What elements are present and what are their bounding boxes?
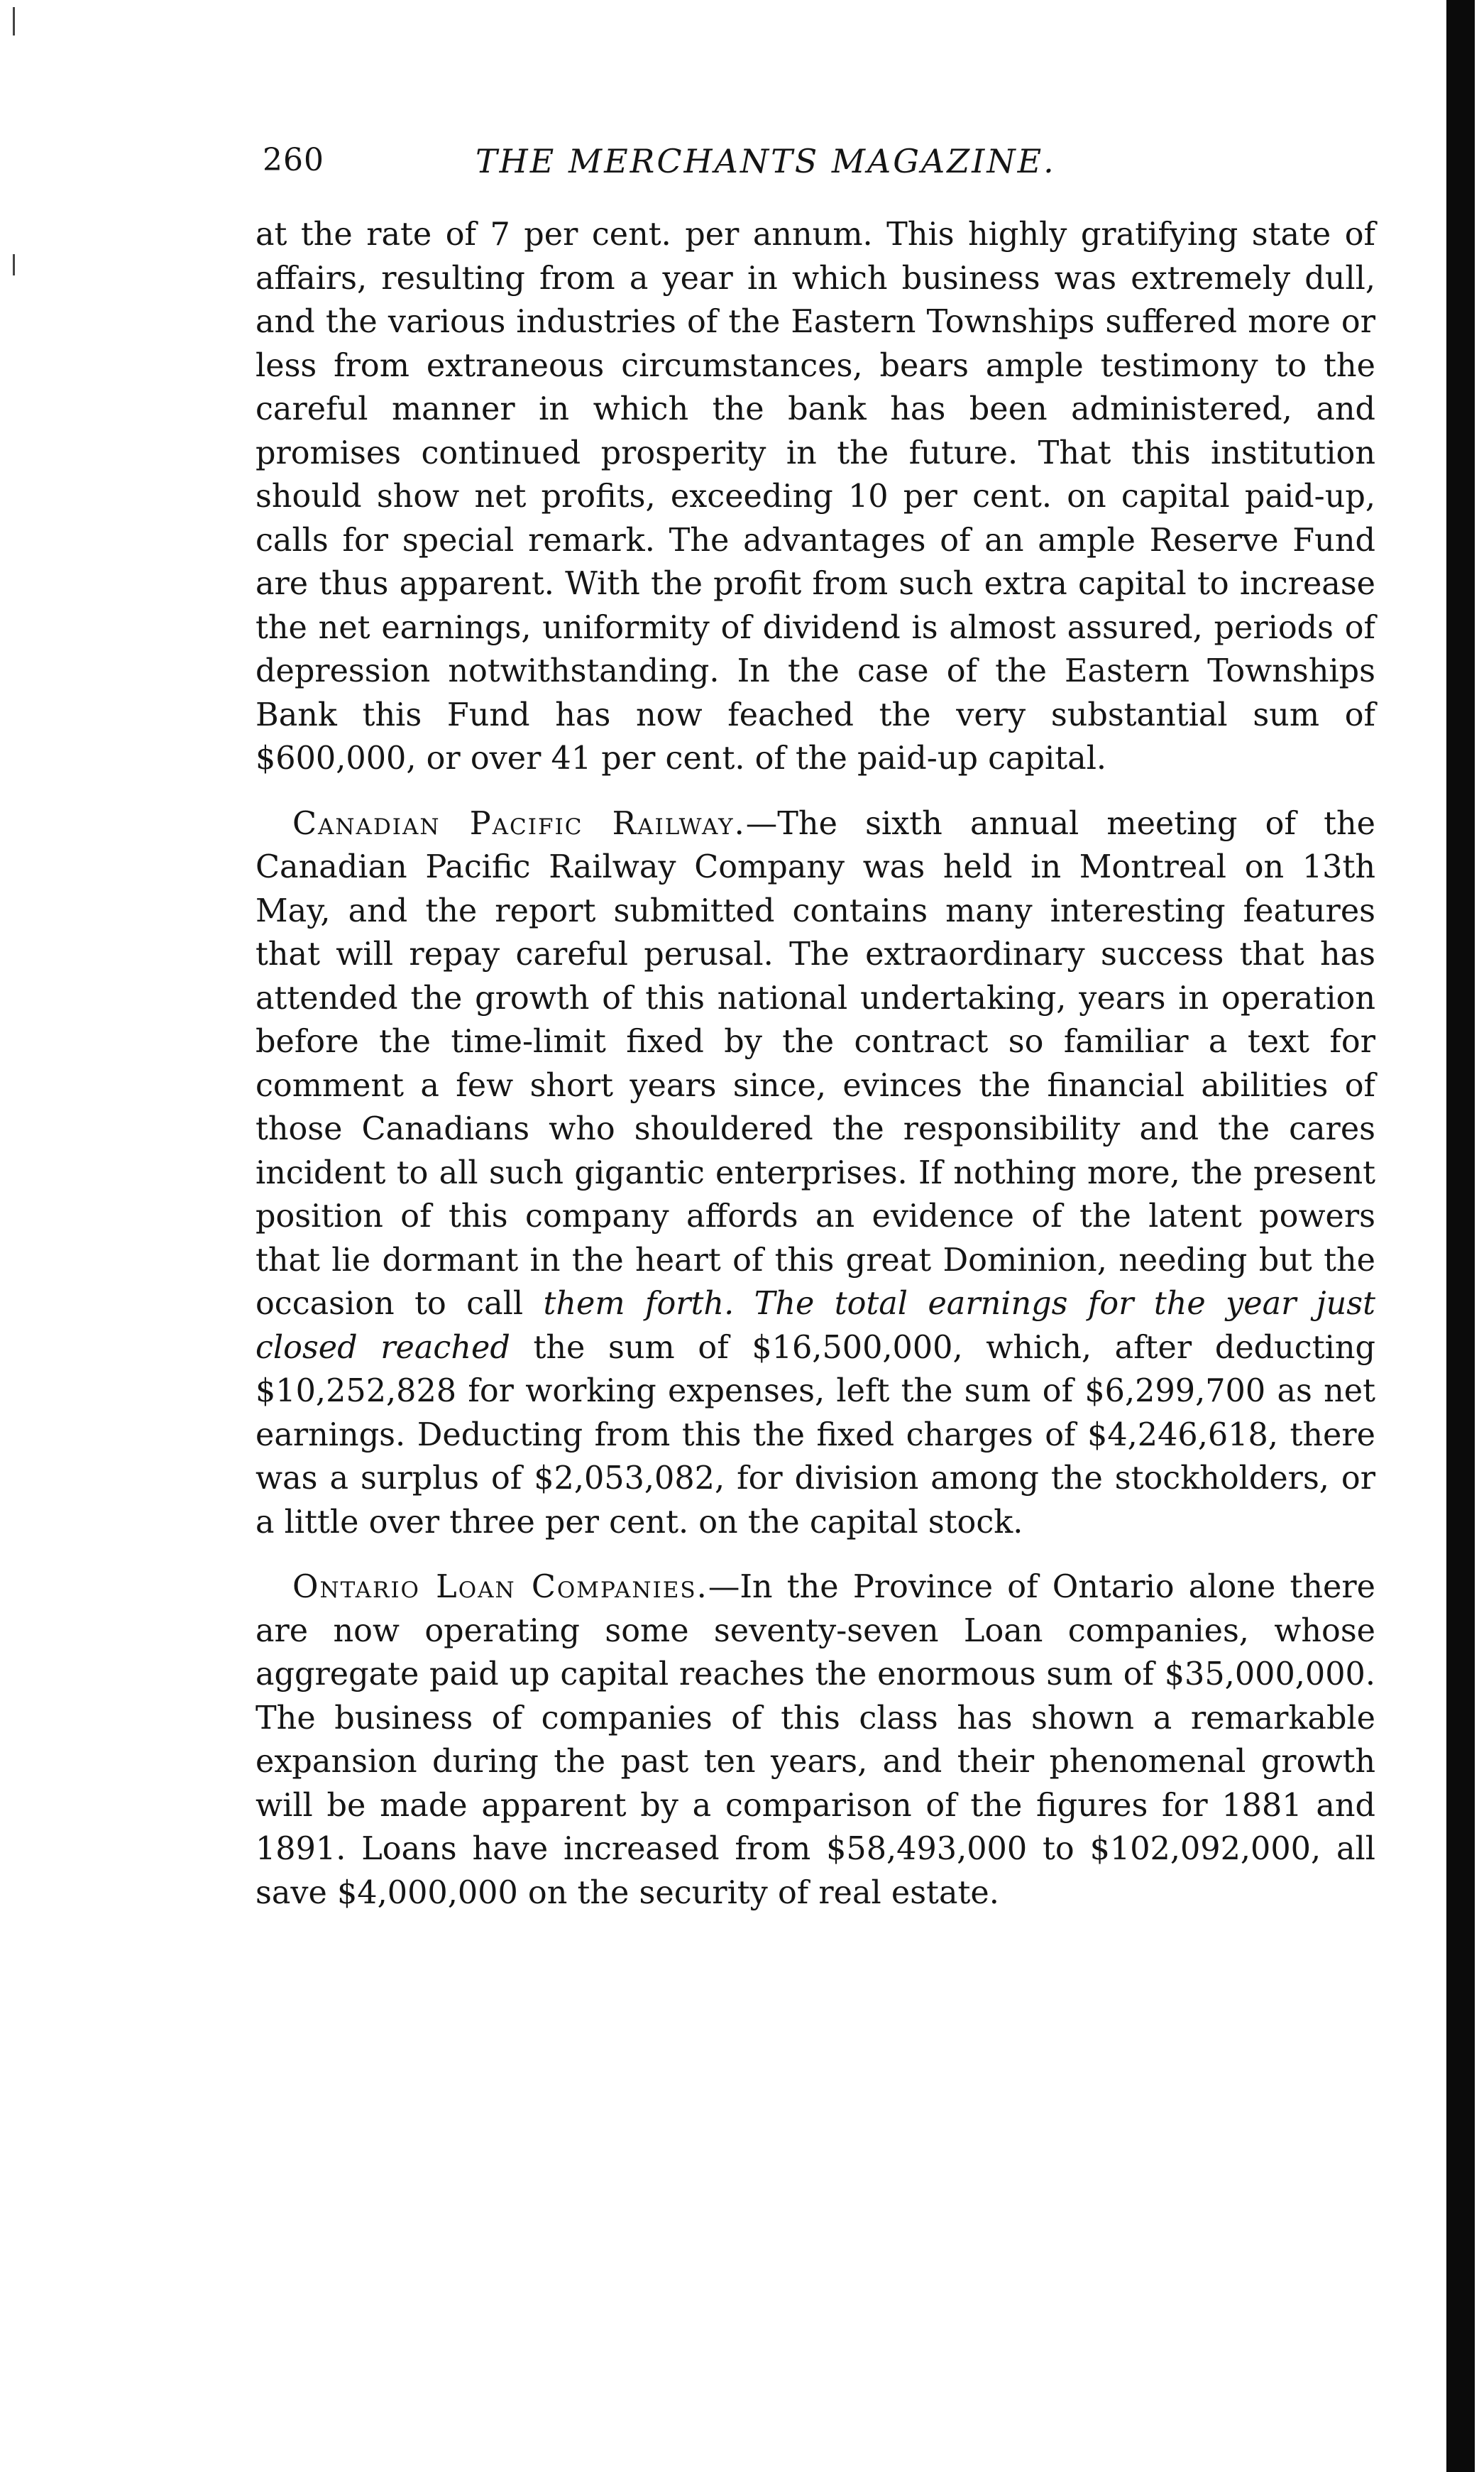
section-heading: Ontario Loan Companies. [292, 1569, 708, 1605]
journal-title: THE MERCHANTS MAGAZINE. [476, 142, 1056, 180]
page-edge-shadow [1446, 0, 1475, 2472]
paragraph-text: —In the Province of Ontario alone there are now operating some seventy-seven Loan companies, whose aggregate paid up capital reaches the enormous sum of $35,000,000. The business of companies of this class has shown a remarkable expansion during the past ten years, and their phenomenal growth will be made apparent by a comparison of the figures for 1881 and 1891. Loans have increased from $58,493,000 to $102,092,000, all save $4,000,000 on the security of real estate. [255, 1569, 1376, 1911]
paragraph-canadian-pacific-railway [255, 802, 1375, 1545]
page-margin-mark [13, 254, 15, 275]
running-head [263, 142, 1370, 199]
paragraph-eastern-townships-bank [255, 213, 1375, 781]
paragraph-italic-text: them forth. The total earnings for the year just closed reached [255, 1286, 1375, 1366]
page-number: 260 [263, 142, 324, 178]
paragraph-text: —The sixth annual meeting of the Canadian Pacific Railway Company was held in Montreal on 13th May, and the report submitted contains many interesting features that will repay careful perusal. The extraordinary success that has attended the growth of this national undertaking, years in operation before the time-limit fixed by the contract so familiar a text for comment a few short years since, evinces the financial abilities of those Canadians who shouldered the responsibility and the cares incident to all such gigantic enterprises. If nothing more, the present position of this company affords an evidence of the latent powers that lie dormant in the heart of this great Dominion, needing but the occasion to call [255, 805, 1375, 1322]
page-margin-mark [13, 7, 15, 35]
paragraph-text: the sum of $16,500,000, which, after deducting $10,252,828 for working expenses, left the sum of $6,299,700 as net earnings. Deducting from this the fixed charges of $4,246,618, there was a surplus of $2,053,082, for division among the stockholders, or a little over three per cent. on the capital stock. [255, 1329, 1375, 1541]
paragraph-ontario-loan-companies [255, 1565, 1375, 1915]
article-body [255, 213, 1375, 1915]
paragraph-text: at the rate of 7 per cent. per annum. This highly gratifying state of affairs, resulting from a year in which business was extremely dull, and the various industries of the Eastern Townships suffered more or less from extraneous circumstances, bears ample testimony to the careful manner in which the bank has been administered, and promises continued prosperity in the future. That this institution should show net profits, exceeding 10 per cent. on capital paid-up, calls for special remark. The advantages of an ample Reserve Fund are thus apparent. With the profit from such extra capital to increase the net earnings, uniformity of dividend is almost assured, periods of depression notwithstanding. In the case of the Eastern Townships Bank this Fund has now feached the very substantial sum of $600,000, or over 41 per cent. of the paid-up capital. [255, 217, 1375, 777]
section-heading: Canadian Pacific Railway. [292, 805, 746, 842]
